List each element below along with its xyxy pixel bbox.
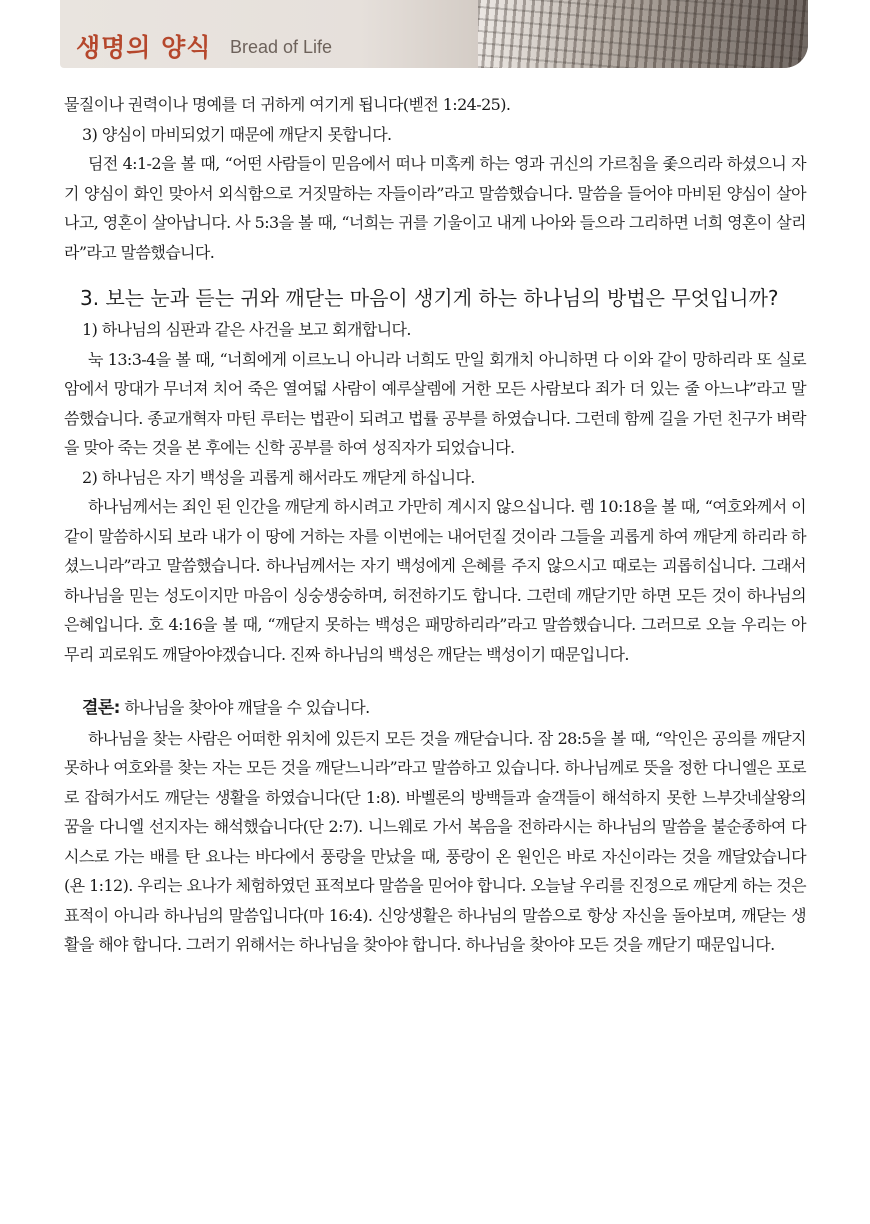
paragraph: 하나님을 찾는 사람은 어떠한 위치에 있든지 모든 것을 깨닫습니다. 잠 28:5을 볼 때, “악인은 공의를 깨닫지 못하나 여호와를 찾는 자는 모든 것을 깨닫느니라”라고 말씀하고 있습니다. 하나님께로 뜻을 정한 다니엘은 포로로 잡혀가서도 깨닫는 생활을 하였습니다(단 1:8). 바벨론의 방백들과 술객들이 해석하지 못한 느부갓네살왕의 꿈을 다니엘 선지자는 해석했습니다(단 2:7). 니느웨로 가서 복음을 전하라시는 하나님의 말씀을 불순종하여 다시스로 가는 배를 탄 요나는 바다에서 풍랑을 만났을 때, 풍랑이 온 원인은 바로 자신이라는 것을 깨달았습니다(욘 1:12). 우리는 요나가 체험하였던 표적보다 말씀을 믿어야 합니다. 오늘날 우리를 진정으로 깨닫게 하는 것은 표적이 아니라 하나님의 말씀입니다(마 16:4). 신앙생활은 하나님의 말씀으로 항상 자신을 돌아보며, 깨닫는 생활을 해야 합니다. 그러기 위해서는 하나님을 찾아야 합니다. 하나님을 찾아야 모든 것을 깨닫기 때문입니다. (64, 728, 806, 954)
header-subtitle: Bread of Life (230, 37, 333, 57)
subpoint-1: 1) 하나님의 심판과 같은 사건을 보고 회개합니다. (82, 320, 411, 339)
paragraph: 딤전 4:1-2을 볼 때, “어떤 사람들이 믿음에서 떠나 미혹케 하는 영과 귀신의 가르침을 좇으리라 하셨으니 자기 양심이 화인 맞아서 외식함으로 거짓말하는 자들이라”라고 말씀했습니다. 말씀을 들어야 마비된 양심이 살아나고, 영혼이 살아납니다. 사 5:3을 볼 때, “너희는 귀를 기울이고 내게 나아와 들으라 그리하면 너희 영혼이 살리라”라고 말씀했습니다. (64, 154, 806, 262)
header-title: 생명의 양식 (76, 33, 212, 62)
section-3-heading: 3. 보는 눈과 듣는 귀와 깨닫는 마음이 생기게 하는 하나님의 방법은 무엇입니까? (80, 286, 779, 310)
article-body (64, 90, 806, 960)
paragraph: 하나님께서는 죄인 된 인간을 깨닫게 하시려고 가만히 계시지 않으십니다. 렘 10:18을 볼 때, “여호와께서 이같이 말씀하시되 보라 내가 이 땅에 거하는 자를 이번에는 내어던질 것이라 그들을 괴롭게 하여 깨닫게 하리라 하셨느니라”라고 말씀했습니다. 하나님께서는 자기 백성에게 은혜를 주지 않으시고 때로는 괴롭히십니다. 그래서 하나님을 믿는 성도이지만 마음이 싱숭생숭하며, 허전하기도 합니다. 그런데 깨닫기만 하면 모든 것이 하나님의 은혜입니다. 호 4:16을 볼 때, “깨닫지 못하는 백성은 패망하리라”라고 말씀했습니다. 그러므로 오늘 우리는 아무리 괴로워도 깨달아야겠습니다. 진짜 하나님의 백성은 깨닫는 백성이기 때문입니다. (64, 497, 806, 664)
paragraph: 눅 13:3-4을 볼 때, “너희에게 이르노니 아니라 너희도 만일 회개치 아니하면 다 이와 같이 망하리라 또 실로암에서 망대가 무너져 치어 죽은 열여덟 사람이 예루살렘에 거한 모든 사람보다 죄가 더 있는 줄 아느냐”라고 말씀했습니다. 종교개혁자 마틴 루터는 법관이 되려고 법률 공부를 하였습니다. 그런데 함께 길을 가던 친구가 벼락을 맞아 죽는 것을 본 후에는 신학 공부를 하여 성직자가 되었습니다. (64, 349, 806, 457)
subpoint-2: 2) 하나님은 자기 백성을 괴롭게 해서라도 깨닫게 하십니다. (82, 467, 475, 487)
page-header (60, 0, 808, 68)
conclusion-summary: 하나님을 찾아야 깨달을 수 있습니다. (119, 698, 370, 717)
paragraph-continuation: 물질이나 권력이나 명예를 더 귀하게 여기게 됩니다(벧전 1:24-25). (64, 95, 511, 114)
header-photo (478, 0, 808, 68)
spacer (64, 669, 806, 693)
conclusion-label: 결론: (82, 698, 120, 718)
conclusion-heading (64, 693, 806, 724)
subpoint-3: 3) 양심이 마비되었기 때문에 깨닫지 못합니다. (82, 124, 392, 144)
